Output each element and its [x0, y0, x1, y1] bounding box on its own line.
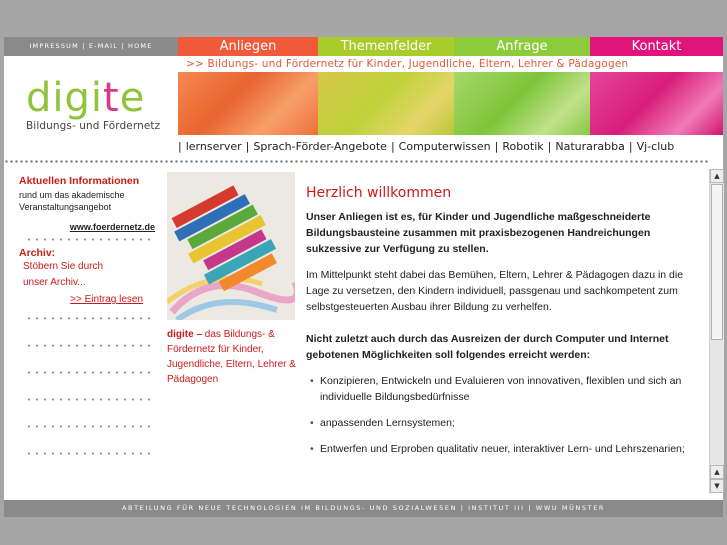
logo-text-b: t [103, 75, 120, 121]
caption-brand: digite – [167, 329, 203, 340]
header-banner [178, 72, 723, 135]
scrollbar-thumb[interactable] [711, 184, 723, 340]
logo-subtitle: Bildungs- und Fördernetz [26, 120, 161, 132]
subnav-naturarabba[interactable]: Naturarabba [555, 140, 625, 153]
nav-kontakt[interactable]: Kontakt [590, 37, 723, 56]
subnav-vj-club[interactable]: Vj-club [636, 140, 675, 153]
welcome-heading: Herzlich willkommen [306, 185, 452, 201]
scroll-up-icon-lower[interactable]: ▲ [710, 465, 724, 479]
top-links[interactable]: IMPRESSUM | E-MAIL | HOME [4, 37, 178, 56]
footer-bar: ABTEILUNG FÜR NEUE TECHNOLOGIEN IM BILDUNGS- UND SOZIALWESEN | INSTITUT III | WWU MÜNSTER [4, 500, 723, 517]
entry-link[interactable]: >> Eintrag lesen [70, 294, 143, 305]
nav-themenfelder[interactable]: Themenfelder [318, 37, 454, 56]
main-content [306, 185, 698, 467]
logo[interactable] [26, 75, 161, 132]
list-item: • Entwerfen und Erproben qualitativ neuer, interaktiver Lern- und Lehrszenarien; [306, 441, 698, 457]
nav-anfrage[interactable]: Anfrage [454, 37, 590, 56]
tagline: >> Bildungs- und Fördernetz für Kinder, Jugendliche, Eltern, Lehrer & Pädagogen [186, 58, 629, 70]
subnav-sprach-foerder[interactable]: Sprach-Förder-Angebote [253, 140, 387, 153]
page-frame [4, 37, 723, 517]
subnav-lernserver[interactable]: lernserver [185, 140, 242, 153]
goal-text: Nicht zuletzt auch durch das Ausreizen der durch Computer und Internet gebotenen Möglichkeiten soll folgendes erreicht werden: [306, 333, 669, 361]
left-sidebar [19, 175, 159, 455]
subnav-robotik[interactable]: Robotik [502, 140, 544, 153]
archive-title: Archiv: [19, 247, 56, 259]
list-item: • anpassenden Lernsystemen; [306, 415, 698, 431]
photo-caption [167, 327, 302, 387]
news-link[interactable]: www.foerdernetz.de [69, 222, 155, 232]
logo-text-c: e [119, 75, 146, 121]
intro-text: Unser Anliegen ist es, für Kinder und Jugendliche maßgeschneiderte Bildungsbausteine zusammen mit praxisbezogenen Handreichungen sukzessive zur Verfügung zu stellen. [306, 211, 651, 255]
focus-text: Im Mittelpunkt steht dabei das Bemühen, Eltern, Lehrer & Pädagogen dazu in die Lage zu versetzen, den Kindern individuell, passgenau und sachkompetent zum selbstgesteuerten Ausbau ihrer Bildung zu verhelfen. [306, 269, 684, 313]
scroll-down-icon[interactable]: ▼ [710, 479, 724, 493]
vertical-scrollbar[interactable] [709, 169, 724, 493]
news-title: Aktuellen Informationen [19, 175, 140, 187]
archive-text[interactable]: Stöbern Sie durch unser Archiv... [23, 261, 104, 288]
scroll-up-icon[interactable]: ▲ [710, 169, 724, 183]
news-text: rund um das akademische Veranstaltungsangebot [19, 190, 125, 212]
logo-text-a: digi [26, 75, 104, 121]
goal-list [306, 373, 698, 457]
subnav-computerwissen[interactable]: Computerwissen [398, 140, 491, 153]
dotted-divider [4, 160, 709, 163]
caption-text: das Bildungs- & Fördernetz für Kinder, Jugendliche, Eltern, Lehrer & Pädagogen [167, 329, 296, 385]
nav-anliegen[interactable]: Anliegen [178, 37, 318, 56]
chalk-photo [167, 172, 295, 320]
list-item: • Konzipieren, Entwickeln und Evaluieren von innovativen, flexiblen und sich an individuelle Bildungsbedürfnisse [306, 373, 698, 405]
sub-navigation: | lernserver | Sprach-Förder-Angebote | Computerwissen | Robotik | Naturarabba | Vj-club [178, 137, 723, 157]
